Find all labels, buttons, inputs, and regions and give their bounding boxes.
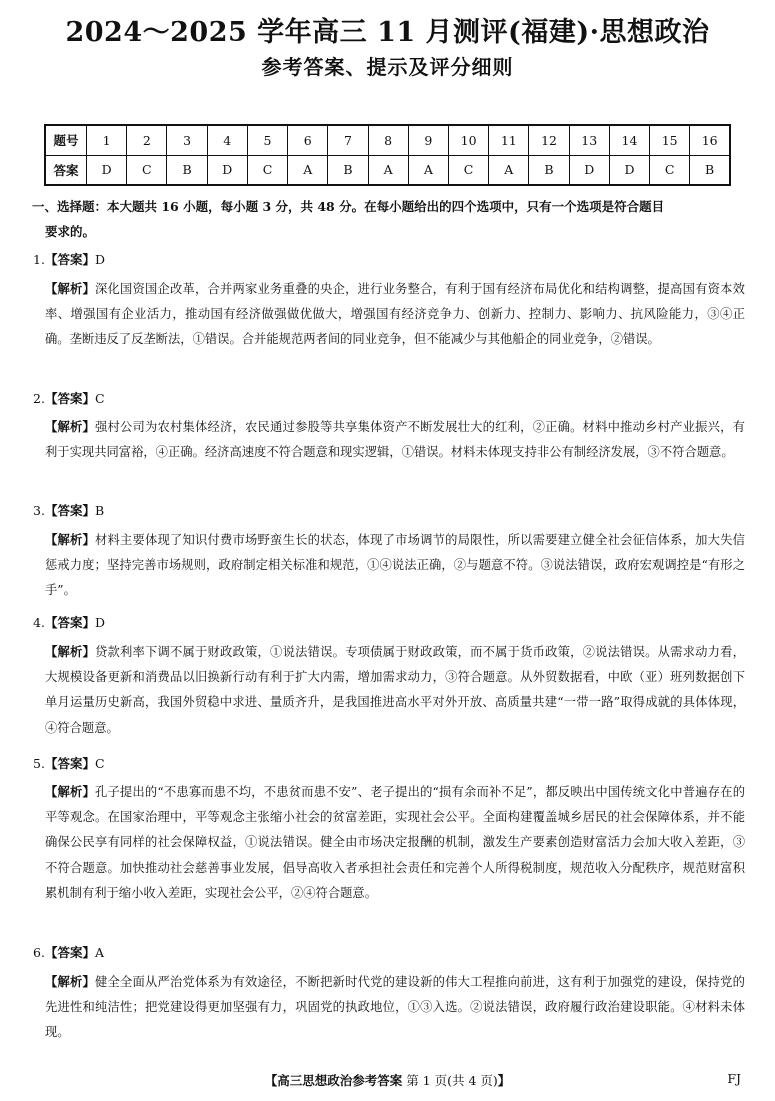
answer-tag: 【答案】	[44, 945, 95, 960]
table-cell: C	[650, 155, 690, 185]
table-cell: C	[247, 155, 287, 185]
answer-table	[44, 124, 731, 186]
table-cell: B	[328, 155, 368, 185]
answer-value: D	[94, 252, 105, 267]
explanation-tag: 【解析】	[45, 532, 96, 547]
answer-tag: 【答案】	[44, 391, 95, 406]
answer-line-q4	[33, 615, 105, 631]
table-cell: 11	[489, 125, 529, 155]
answer-tag: 【答案】	[44, 615, 95, 630]
explanation-q3	[45, 527, 745, 604]
answer-value: A	[94, 945, 104, 960]
table-cell: D	[87, 155, 127, 185]
answer-line-q6	[33, 945, 104, 961]
table-cell: A	[408, 155, 448, 185]
explanation-tag: 【解析】	[45, 784, 95, 799]
section-heading	[32, 194, 747, 244]
section-heading-line1: 一、选择题：本大题共 16 小题，每小题 3 分，共 48 分。在每小题给出的四个选项中，只有一个选项是符合题目	[32, 199, 665, 214]
answer-line-q2	[33, 391, 105, 407]
page-footer	[0, 1071, 775, 1089]
table-cell: 13	[569, 125, 609, 155]
question-number: 2.	[33, 391, 45, 406]
explanation-text: 材料主要体现了知识付费市场野蛮生长的状态，体现了市场调节的局限性，所以需要建立健全社会征信体系，加大失信惩戒力度；坚持完善市场规则，政府制定相关标准和规范，①④说法正确，②与题意不符。③说法错误，政府宏观调控是“有形之手”。	[45, 533, 745, 598]
answer-row	[45, 155, 730, 185]
question-number: 3.	[33, 503, 45, 518]
answer-tag: 【答案】	[44, 756, 95, 771]
table-cell: C	[127, 155, 167, 185]
table-cell: D	[207, 155, 247, 185]
answer-line-q1	[33, 252, 105, 268]
explanation-tag: 【解析】	[45, 281, 96, 296]
footer-page-number: 第 1 页(共 4 页)	[406, 1073, 498, 1088]
question-number: 6.	[33, 945, 45, 960]
explanation-q2	[45, 414, 745, 465]
explanation-q5	[45, 779, 745, 906]
table-cell: 6	[288, 125, 328, 155]
footer-bracket: 】	[497, 1073, 511, 1088]
table-cell: 3	[167, 125, 207, 155]
table-cell: C	[448, 155, 488, 185]
question-number: 4.	[33, 615, 45, 630]
section-heading-line2: 要求的。	[45, 224, 96, 239]
explanation-text: 强村公司为农村集体经济，农民通过参股等共享集体资产不断发展壮大的红利，②正确。材料中推动乡村产业振兴，有利于实现共同富裕，④正确。经济高速度不符合题意和现实逻辑，①错误。材料未体现支持非公有制经济发展，③不符合题意。	[45, 420, 745, 460]
answer-value: B	[94, 503, 105, 518]
explanation-text: 健全全面从严治党体系为有效途径，不断把新时代党的建设新的伟大工程推向前进，这有利于加强党的建设，保持党的先进性和纯洁性；把党建设得更加坚强有力，巩固党的执政地位，①③入选。②说法错误，政府履行政治建设职能。④材料未体现。	[45, 975, 745, 1040]
explanation-tag: 【解析】	[45, 644, 96, 659]
table-cell: 16	[690, 125, 730, 155]
table-cell: 4	[207, 125, 247, 155]
answer-value: C	[94, 756, 105, 771]
row-label-number: 题号	[45, 125, 87, 155]
table-cell: 9	[408, 125, 448, 155]
footer-region-code: FJ	[727, 1071, 741, 1086]
table-cell: 1	[87, 125, 127, 155]
explanation-q1	[45, 276, 745, 353]
table-cell: 2	[127, 125, 167, 155]
row-label-answer: 答案	[45, 155, 87, 185]
explanation-text: 孔子提出的“不患寡而患不均，不患贫而患不安”、老子提出的“损有余而补不足”，都反映出中国传统文化中普遍存在的平等观念。在国家治理中，平等观念主张缩小社会的贫富差距，实现社会公平。全面构建覆盖城乡居民的社会保障体系，并不能确保公民享有同样的社会保障权益，①说法错误。健全由市场决定报酬的机制，激发生产要素创造财富活力会加大收入差距，③不符合题意。加快推动社会慈善事业发展，倡导高收入者承担社会责任和完善个人所得税制度，规范收入分配秩序，规范财富积累机制有利于缩小收入差距，实现社会公平，②④符合题意。	[45, 785, 745, 900]
explanation-text: 深化国资国企改革，合并两家业务重叠的央企，进行业务整合，有利于国有经济布局优化和结构调整，提高国有资本效率、增强国有企业活力，推动国有经济做强做优做大，增强国有经济竞争力、创新力、控制力、影响力、抗风险能力，③④正确。垄断违反了反垄断法，①错误。合并能规范两者间的同业竞争，但不能减少与其他船企的同业竞争，②错误。	[45, 282, 745, 347]
table-cell: D	[609, 155, 649, 185]
answer-line-q3	[33, 503, 104, 519]
table-cell: 5	[247, 125, 287, 155]
table-cell: A	[368, 155, 408, 185]
table-cell: A	[288, 155, 328, 185]
table-cell: B	[690, 155, 730, 185]
answer-tag: 【答案】	[44, 503, 95, 518]
question-number: 1.	[33, 252, 45, 267]
explanation-tag: 【解析】	[45, 974, 96, 989]
table-cell: 8	[368, 125, 408, 155]
page-subtitle: 参考答案、提示及评分细则	[261, 55, 514, 79]
table-cell: B	[529, 155, 569, 185]
table-cell: 10	[448, 125, 488, 155]
table-cell: A	[489, 155, 529, 185]
question-number: 5.	[33, 756, 45, 771]
answer-value: D	[94, 615, 105, 630]
question-number-row	[45, 125, 730, 155]
table-cell: 7	[328, 125, 368, 155]
explanation-q4	[45, 639, 745, 741]
answer-tag: 【答案】	[44, 252, 95, 267]
table-cell: D	[569, 155, 609, 185]
table-cell: 15	[650, 125, 690, 155]
answer-line-q5	[33, 756, 105, 772]
answer-value: C	[94, 391, 105, 406]
explanation-text: 贷款利率下调不属于财政政策，①说法错误。专项债属于财政政策，而不属于货币政策，②说法错误。从需求动力看，大规模设备更新和消费品以旧换新行动有利于扩大内需，增加需求动力，③符合题意。从外贸数据看，中欧（亚）班列数据创下单月运量历史新高，我国外贸稳中求进、量质齐升，是我国推进高水平对外开放、高质量共建“一带一路”取得成就的具体体现，④符合题意。	[45, 645, 745, 735]
page-title: 2024～2025 学年高三 11 月测评(福建)·思想政治	[65, 17, 710, 48]
explanation-tag: 【解析】	[45, 419, 96, 434]
footer-title: 【高三思想政治参考答案	[264, 1073, 403, 1088]
table-cell: 14	[609, 125, 649, 155]
explanation-q6	[45, 969, 745, 1046]
table-cell: 12	[529, 125, 569, 155]
table-cell: B	[167, 155, 207, 185]
